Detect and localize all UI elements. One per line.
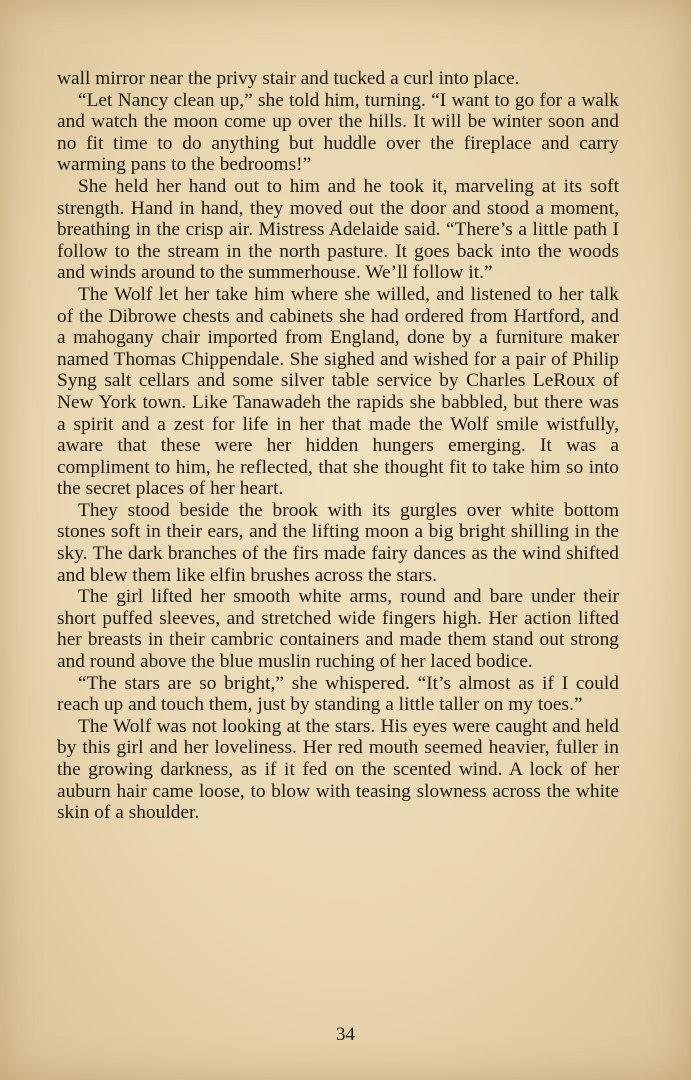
paragraph: They stood beside the brook with its gurgles over white bottom stones soft in their ears, and the lifting moon a big bright shilling in the sky. The dark branches of the firs made fairy dances as the wind shifted and blew them like elfin brushes across the stars. (57, 499, 619, 586)
paragraph: The Wolf let her take him where she willed, and listened to her talk of the Dibrowe chests and cabinets she had ordered from Hartford, and a mahogany chair imported from England, done by a furniture maker named Thomas Chippendale. She sighed and wished for a pair of Philip Syng salt cellars and some silver table service by Charles LeRoux of New York town. Like Tanawadeh the rapids she babbled, but there was a spirit and a zest for life in her that made the Wolf smile wistfully, aware that these were her hidden hungers emerging. It was a compliment to him, he reflected, that she thought fit to take him so into the secret places of her heart. (57, 283, 619, 500)
paragraph: The girl lifted her smooth white arms, round and bare under their short puffed sleeves, and stretched wide fingers high. Her action lifted her breasts in their cambric containers and made them stand out strong and round above the blue muslin ruching of her laced bodice. (57, 586, 619, 673)
paragraph-continued: wall mirror near the privy stair and tucked a curl into place. (57, 68, 520, 89)
body-text (57, 68, 619, 824)
paragraph: She held her hand out to him and he took it, marveling at its soft strength. Hand in hand, they moved out the door and stood a moment, breathing in the crisp air. Mistress Adelaide said. “There’s a little path I follow to the stream in the north pasture. It goes back into the woods and winds around to the summerhouse. We’ll follow it.” (57, 175, 619, 284)
page-number: 34 (336, 1024, 355, 1045)
paragraph: “Let Nancy clean up,” she told him, turning. “I want to go for a walk and watch the moon come up over the hills. It will be winter soon and no fit time to do anything but huddle over the fireplace and carry warming pans to the bedrooms!” (57, 89, 619, 176)
paragraph: “The stars are so bright,” she whispered. “It’s almost as if I could reach up and touch them, just by standing a little taller on my toes.” (57, 672, 619, 716)
paragraph: The Wolf was not looking at the stars. His eyes were caught and held by this girl and her loveliness. Her red mouth seemed heavier, fuller in the growing darkness, as if it fed on the scented wind. A lock of her auburn hair came loose, to blow with teasing slowness across the white skin of a shoulder. (57, 715, 619, 824)
